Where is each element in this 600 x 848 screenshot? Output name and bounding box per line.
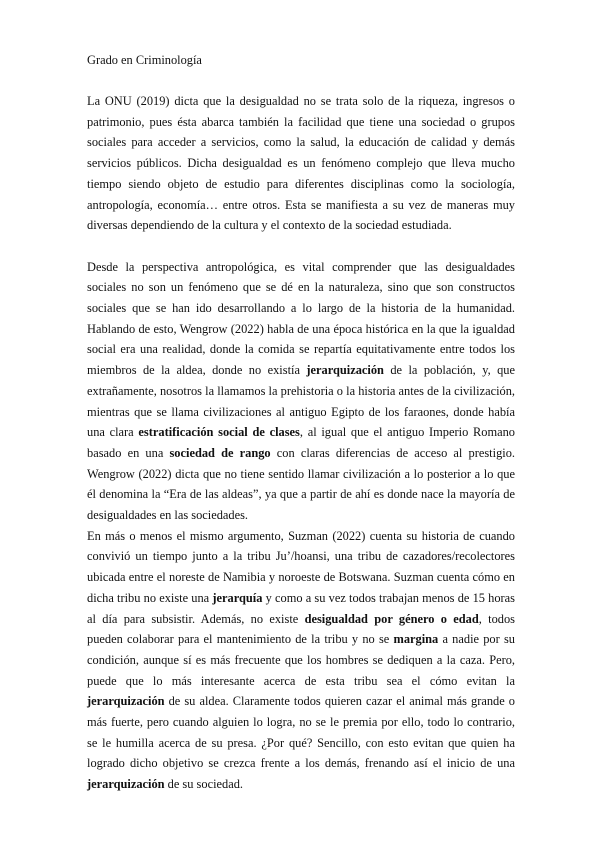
text-run: Desde la perspectiva antropológica, es vital comprender que las desigualdades sociales no son un fenómeno que se dé en la naturaleza, sino que son constructos sociales que se han ido desarrollando a lo largo de la historia de la humanidad. Hablando de esto, Wengrow (2022) habla de una época histórica en la que la igualdad social era una realidad, donde la comida se repartía equitativamente entre todos los miembros de la aldea, donde no existía <box>87 259 515 378</box>
text-run: , todos pueden colaborar para el mantenimiento de la tribu y no se <box>87 611 516 647</box>
text-run: con claras diferencias de acceso al prestigio. Wengrow (2022) dicta que no tiene sentido llamar civilización a lo posterior a lo que él denomina la “Era de las aldeas”, ya que a partir de ahí es donde nace la mayoría de desigualdades en las sociedades. <box>87 445 515 523</box>
bold-term: jerarquización <box>306 363 384 378</box>
text-run: de la población, y, que extrañamente, nosotros la llamamos la prehistoria o la historia antes de la civilización, mientras que se llama civilizaciones al antiguo Egipto de los faraones, donde había una clara <box>87 363 515 440</box>
text-run: de su sociedad. <box>164 777 243 792</box>
text-run: a nadie por su condición, aunque sí es más frecuente que los hombres se dediquen a la caza. Pero, puede que lo más interesante acerca de esta tribu sea el cómo evitan la <box>87 632 515 688</box>
bold-term: margina <box>393 632 439 647</box>
paragraph-anthropology <box>87 257 515 526</box>
bold-term: jerarquización <box>87 694 165 709</box>
text-run: , al igual que el antiguo Imperio Romano basado en una <box>87 425 515 460</box>
document-header: Grado en Criminología <box>87 53 202 67</box>
bold-term: estratificación social de clases <box>138 425 300 440</box>
document-body <box>87 91 515 795</box>
text-run: de su aldea. Claramente todos quieren cazar el animal más grande o más fuerte, pero cuando alguien lo logra, no se le premia por ello, todo lo contrario, se le humilla acerca de su presa. ¿Por qué? Sencillo, con esto evitan que quien ha logrado dicho objetivo se crezca frente a los demás, frenando así el inicio de una <box>87 694 515 771</box>
paragraph-intro: La ONU (2019) dicta que la desigualdad no se trata solo de la riqueza, ingresos o patrimonio, pues ésta abarca también la facilidad que tiene una sociedad o grupos sociales para acceder a servicios, como la salud, la educación de calidad y demás servicios públicos. Dicha desigualdad es un fenómeno complejo que lleva mucho tiempo siendo objeto de estudio para diferentes disciplinas como la sociología, antropología, economía… entre otros. Esta se manifiesta a su vez de maneras muy diversas dependiendo de la cultura y el contexto de la sociedad estudiada. <box>87 94 515 233</box>
bold-term: desigualdad por género o edad <box>304 611 479 626</box>
paragraph-suzman <box>87 526 515 795</box>
bold-term: sociedad de rango <box>169 445 271 460</box>
bold-term: jerarquía <box>212 590 263 605</box>
paragraph-gap <box>87 236 515 257</box>
bold-term: jerarquización <box>87 777 165 792</box>
text-run: En más o menos el mismo argumento, Suzman (2022) cuenta su historia de cuando convivió un tiempo junto a la tribu Ju’/hoansi, una tribu de cazadores/recolectores ubicada entre el noreste de Namibia y noroeste de Botswana. Suzman cuenta cómo en dicha tribu no existe una <box>87 528 515 605</box>
text-run: y como a su vez todos trabajan menos de 15 horas al día para subsistir. Además, no existe <box>87 590 515 626</box>
